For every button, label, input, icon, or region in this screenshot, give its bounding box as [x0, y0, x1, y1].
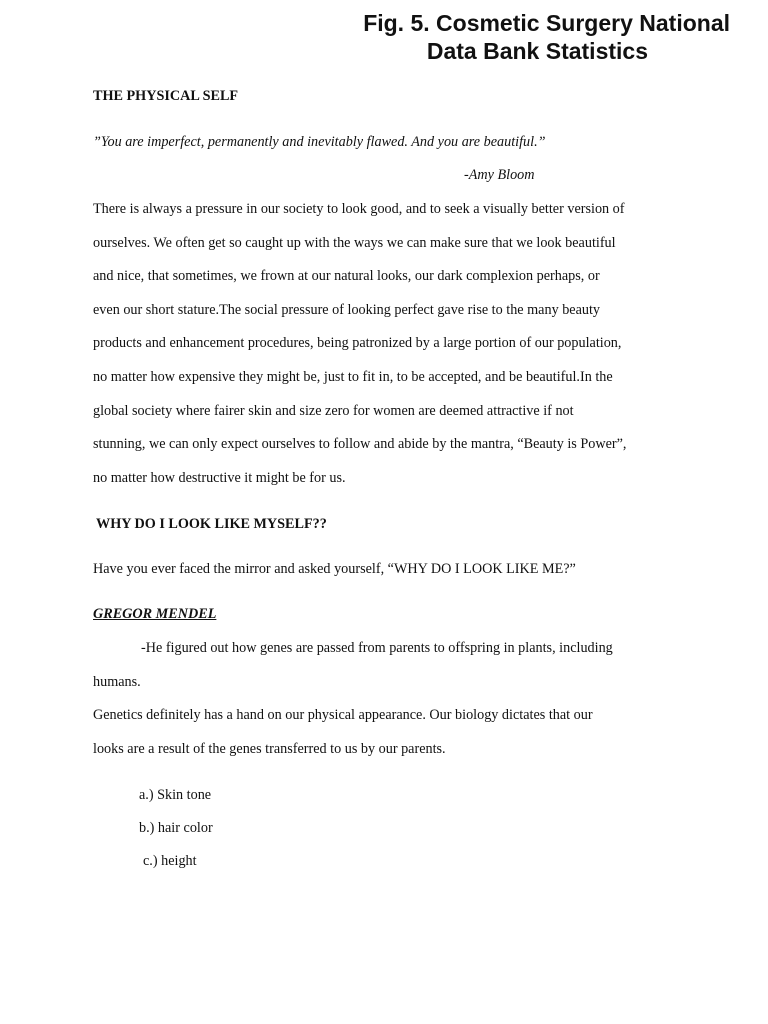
- paragraph-line: no matter how expensive they might be, just to fit in, to be accepted, and be beautiful.In the: [93, 369, 613, 385]
- paragraph-line: even our short stature.The social pressure of looking perfect gave rise to the many beauty: [93, 302, 601, 318]
- genetics-text-line: Genetics definitely has a hand on our physical appearance. Our biology dictates that our: [93, 707, 593, 723]
- paragraph-line: ourselves. We often get so caught up with the ways we can make sure that we look beautiful: [93, 235, 616, 251]
- section-heading-mendel: GREGOR MENDEL: [93, 606, 217, 622]
- paragraph-line: global society where fairer skin and size zero for women are deemed attractive if not: [93, 403, 574, 419]
- paragraph-line: stunning, we can only expect ourselves to follow and abide by the mantra, “Beauty is Power”,: [93, 436, 627, 452]
- quote: ”You are imperfect, permanently and inevitably flawed. And you are beautiful.”: [93, 134, 546, 150]
- mendel-text-line: humans.: [93, 674, 141, 690]
- mirror-question: Have you ever faced the mirror and asked yourself, “WHY DO I LOOK LIKE ME?”: [93, 561, 576, 577]
- figure-title-line-2: Data Bank Statistics: [426, 38, 648, 64]
- paragraph-line: There is always a pressure in our society to look good, and to seek a visually better version of: [93, 201, 625, 217]
- genetics-text-line: looks are a result of the genes transferred to us by our parents.: [93, 741, 446, 757]
- figure-title: [310, 9, 730, 65]
- section-heading-why: WHY DO I LOOK LIKE MYSELF??: [96, 516, 327, 532]
- mendel-text-line: -He figured out how genes are passed from parents to offspring in plants, including: [141, 640, 613, 656]
- paragraph-line: and nice, that sometimes, we frown at our natural looks, our dark complexion perhaps, or: [93, 268, 600, 284]
- list-item: a.) Skin tone: [139, 787, 212, 803]
- list-item: b.) hair color: [139, 820, 213, 836]
- list-item: c.) height: [143, 853, 197, 869]
- paragraph-line: no matter how destructive it might be for us.: [93, 470, 346, 486]
- figure-title-line-1: Fig. 5. Cosmetic Surgery National: [363, 10, 730, 36]
- quote-author: -Amy Bloom: [464, 167, 535, 183]
- paragraph-line: products and enhancement procedures, being patronized by a large portion of our population,: [93, 335, 622, 351]
- section-heading-physical-self: THE PHYSICAL SELF: [93, 88, 239, 104]
